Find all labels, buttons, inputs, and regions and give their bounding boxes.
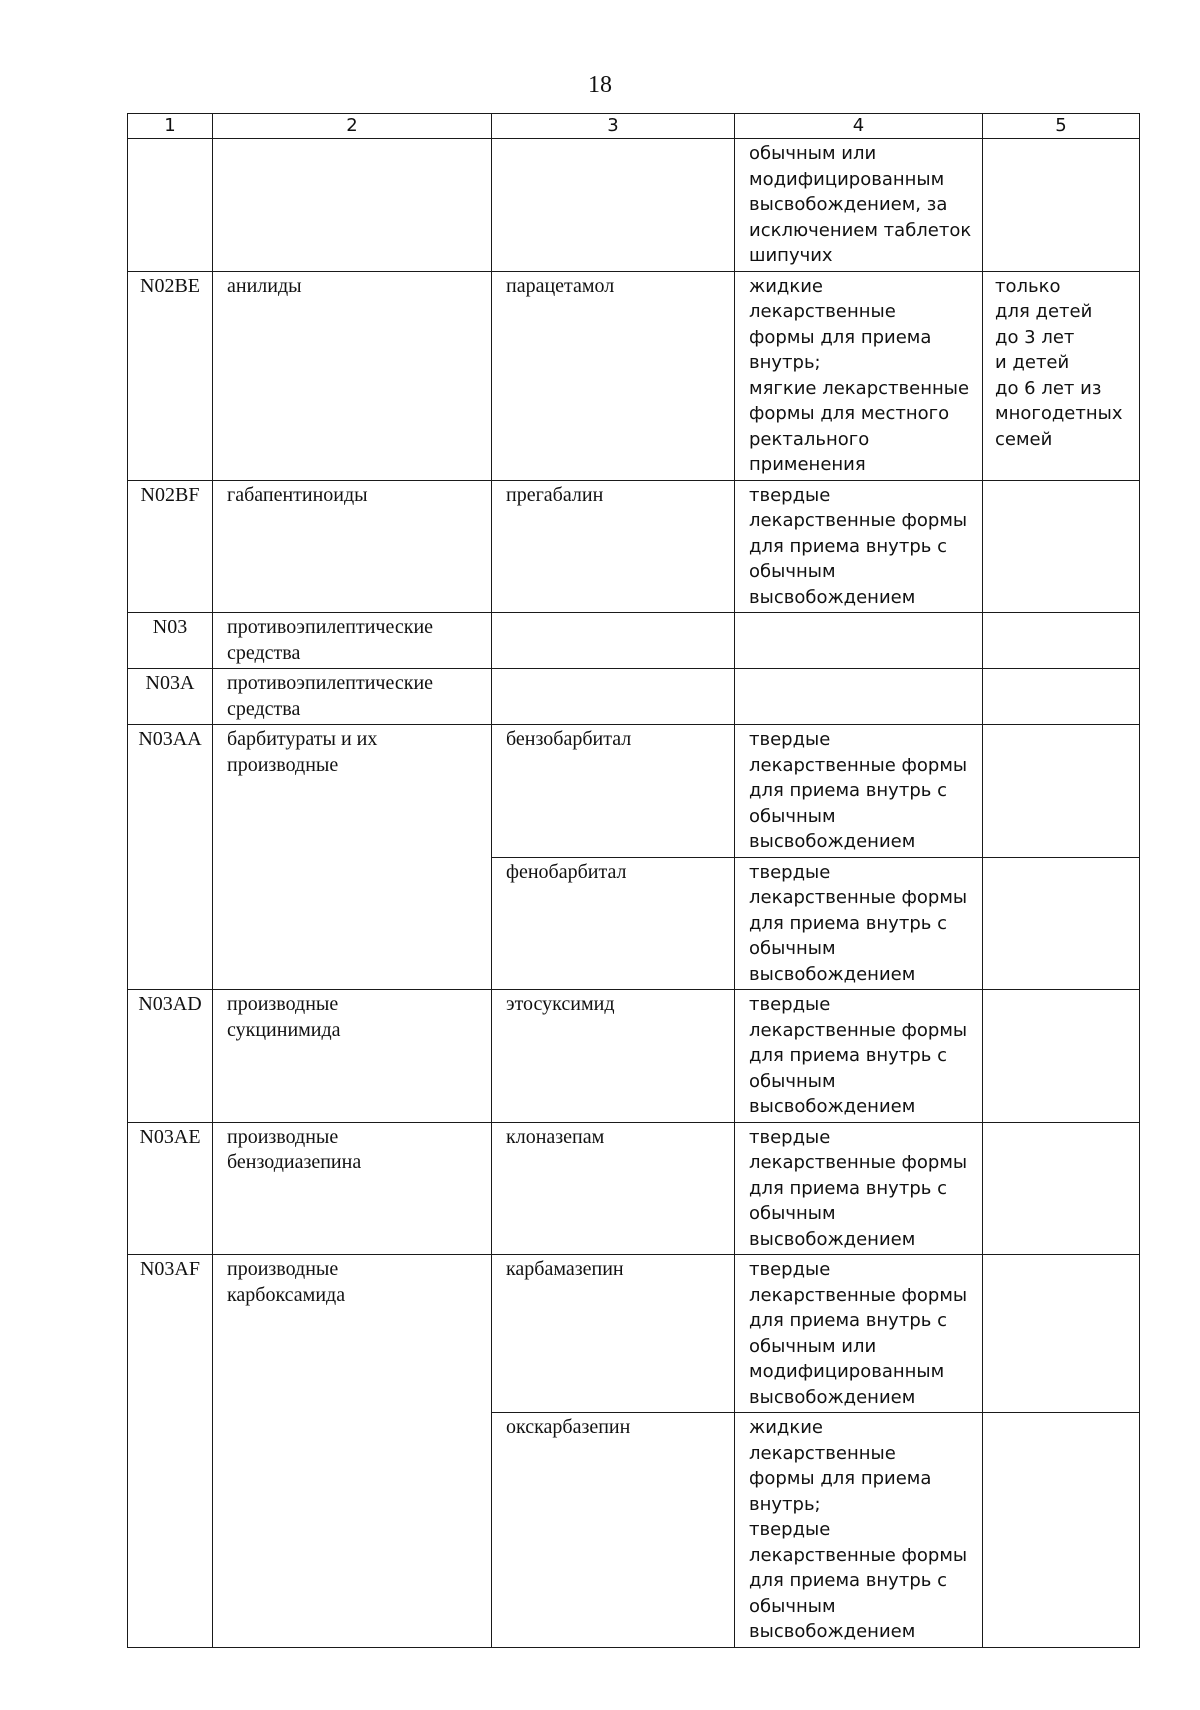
group-line: анилиды: [227, 274, 302, 297]
form-line: для приема внутрь с: [749, 1177, 947, 1199]
form-line: высвобождением: [749, 1096, 916, 1117]
drug-cell: клоназепам: [492, 1122, 735, 1255]
note-cell: [983, 857, 1140, 990]
note-cell: [983, 271, 1140, 480]
form-line: модифицированным: [749, 1361, 945, 1382]
form-line: обычным: [749, 1070, 836, 1092]
note-cell: [983, 725, 1140, 858]
drug-cell: [492, 613, 735, 669]
column-header-1: 1: [128, 114, 213, 139]
form-line: лекарственные формы: [749, 754, 968, 776]
table-row-n03aa: [128, 725, 1140, 858]
form-line: обычным: [749, 561, 836, 582]
drug-list-table: [127, 113, 1140, 1648]
form-line: для приема внутрь с: [749, 1570, 947, 1591]
form-line: лекарственные формы: [749, 1284, 968, 1306]
note-line: и детей: [995, 352, 1070, 373]
note-cell: [983, 1122, 1140, 1255]
atc-code-cell: N02BF: [128, 480, 213, 613]
group-cell: [213, 139, 492, 272]
group-line: габапентиноиды: [227, 483, 368, 506]
form-line: исключением таблеток: [749, 219, 972, 241]
form-line: твердые: [749, 1259, 831, 1280]
column-header-4: 4: [735, 114, 983, 139]
group-line: барбитураты и их: [227, 728, 378, 750]
dosage-form-cell: [735, 613, 983, 669]
column-header-2: 2: [213, 114, 492, 139]
form-line: шипучих: [749, 245, 833, 266]
form-line: формы для приема: [749, 1468, 932, 1489]
dosage-form-cell: [735, 1122, 983, 1255]
form-line: для приема внутрь с: [749, 912, 947, 934]
note-cell: [983, 139, 1140, 272]
form-line: обычным: [749, 1203, 836, 1224]
atc-code-cell: N02BE: [128, 271, 213, 480]
atc-code-cell: [128, 139, 213, 272]
drug-cell: окскарбазепин: [492, 1413, 735, 1648]
group-cell: [213, 480, 492, 613]
drug-cell: этосуксимид: [492, 990, 735, 1123]
note-line: до 3 лет: [995, 326, 1075, 348]
drug-cell: фенобарбитал: [492, 857, 735, 990]
group-line: производные: [227, 1258, 339, 1280]
note-line: для детей: [995, 301, 1093, 322]
drug-cell: прегабалин: [492, 480, 735, 613]
form-line: мягкие лекарственные: [749, 377, 970, 399]
form-line: обычным: [749, 938, 836, 959]
form-line: высвобождением: [749, 963, 916, 985]
form-line: лекарственные формы: [749, 510, 968, 531]
form-line: для приема внутрь с: [749, 1310, 947, 1331]
group-cell: [213, 1255, 492, 1648]
note-cell: [983, 669, 1140, 725]
atc-code-cell: N03: [128, 613, 213, 669]
form-line: применения: [749, 454, 866, 475]
form-line: твердые: [749, 1126, 831, 1148]
form-line: формы для местного: [749, 403, 950, 424]
dosage-form-cell: [735, 990, 983, 1123]
atc-code-cell: N03AE: [128, 1122, 213, 1255]
form-line: формы для приема: [749, 326, 932, 348]
group-cell: [213, 669, 492, 725]
drug-cell: [492, 669, 735, 725]
form-line: обычным или: [749, 1335, 877, 1357]
note-cell: [983, 990, 1140, 1123]
column-header-5: 5: [983, 114, 1140, 139]
page-number: 18: [588, 72, 612, 98]
atc-code-cell: N03AF: [128, 1255, 213, 1648]
drug-cell: бензобарбитал: [492, 725, 735, 858]
group-cell: [213, 990, 492, 1123]
table-row-n03ae: [128, 1122, 1140, 1255]
note-cell: [983, 613, 1140, 669]
form-line: модифицированным: [749, 168, 945, 190]
atc-code-cell: N03AD: [128, 990, 213, 1123]
form-line: обычным: [749, 1595, 836, 1617]
form-line: внутрь;: [749, 1493, 821, 1515]
form-line: высвобождением: [749, 1621, 916, 1642]
drug-cell: карбамазепин: [492, 1255, 735, 1413]
column-header-3: 3: [492, 114, 735, 139]
drug-cell: парацетамол: [492, 271, 735, 480]
form-line: жидкие лекарственные: [749, 275, 896, 322]
form-line: твердые: [749, 484, 831, 506]
atc-code-cell: N03A: [128, 669, 213, 725]
group-line: производные: [227, 993, 339, 1015]
table-row-continuation: [128, 139, 1140, 272]
form-line: твердые: [749, 861, 831, 883]
group-line: средства: [227, 697, 301, 720]
form-line: высвобождением: [749, 1228, 916, 1250]
group-line: противоэпилептические: [227, 616, 434, 638]
table-row-n02be: [128, 271, 1140, 480]
table-row-n03ad: [128, 990, 1140, 1123]
table-row-n03: [128, 613, 1140, 669]
drug-cell: [492, 139, 735, 272]
note-line: многодетных: [995, 403, 1123, 424]
group-cell: [213, 271, 492, 480]
dosage-form-cell: [735, 271, 983, 480]
note-cell: [983, 1255, 1140, 1413]
table-row-n03af: [128, 1255, 1140, 1413]
dosage-form-cell: [735, 857, 983, 990]
form-line: лекарственные формы: [749, 1544, 968, 1566]
form-line: обычным или: [749, 143, 877, 164]
group-line: производные: [227, 753, 339, 776]
form-line: для приема внутрь с: [749, 535, 947, 557]
group-cell: [213, 613, 492, 669]
form-line: лекарственные формы: [749, 1019, 968, 1041]
dosage-form-cell: [735, 669, 983, 725]
note-cell: [983, 1413, 1140, 1648]
form-line: твердые: [749, 729, 831, 750]
form-line: высвобождением: [749, 831, 916, 852]
group-line: производные: [227, 1125, 339, 1148]
group-line: бензодиазепина: [227, 1151, 362, 1173]
form-line: жидкие лекарственные: [749, 1417, 896, 1464]
form-line: лекарственные формы: [749, 887, 968, 908]
form-line: обычным: [749, 805, 836, 827]
group-line: сукцинимида: [227, 1018, 341, 1041]
dosage-form-cell: [735, 1255, 983, 1413]
table-row-n03a: [128, 669, 1140, 725]
dosage-form-cell: [735, 1413, 983, 1648]
dosage-form-cell: [735, 139, 983, 272]
atc-code-cell: N03AA: [128, 725, 213, 990]
note-line: до 6 лет из: [995, 377, 1102, 399]
form-line: высвобождением, за: [749, 194, 948, 215]
dosage-form-cell: [735, 480, 983, 613]
dosage-form-cell: [735, 725, 983, 858]
group-line: средства: [227, 641, 301, 664]
form-line: твердые: [749, 994, 831, 1015]
form-line: для приема внутрь с: [749, 780, 947, 801]
note-line: семей: [995, 428, 1053, 450]
form-line: высвобождением: [749, 586, 916, 608]
group-cell: [213, 725, 492, 990]
table-header-row: [128, 114, 1140, 139]
table-row-n02bf: [128, 480, 1140, 613]
form-line: твердые: [749, 1519, 831, 1540]
form-line: для приема внутрь с: [749, 1045, 947, 1066]
note-line: только: [995, 275, 1061, 297]
group-cell: [213, 1122, 492, 1255]
form-line: лекарственные формы: [749, 1152, 968, 1173]
form-line: внутрь;: [749, 352, 821, 373]
group-line: карбоксамида: [227, 1283, 346, 1306]
note-cell: [983, 480, 1140, 613]
form-line: высвобождением: [749, 1386, 916, 1408]
group-line: противоэпилептические: [227, 672, 434, 694]
form-line: ректального: [749, 428, 870, 450]
